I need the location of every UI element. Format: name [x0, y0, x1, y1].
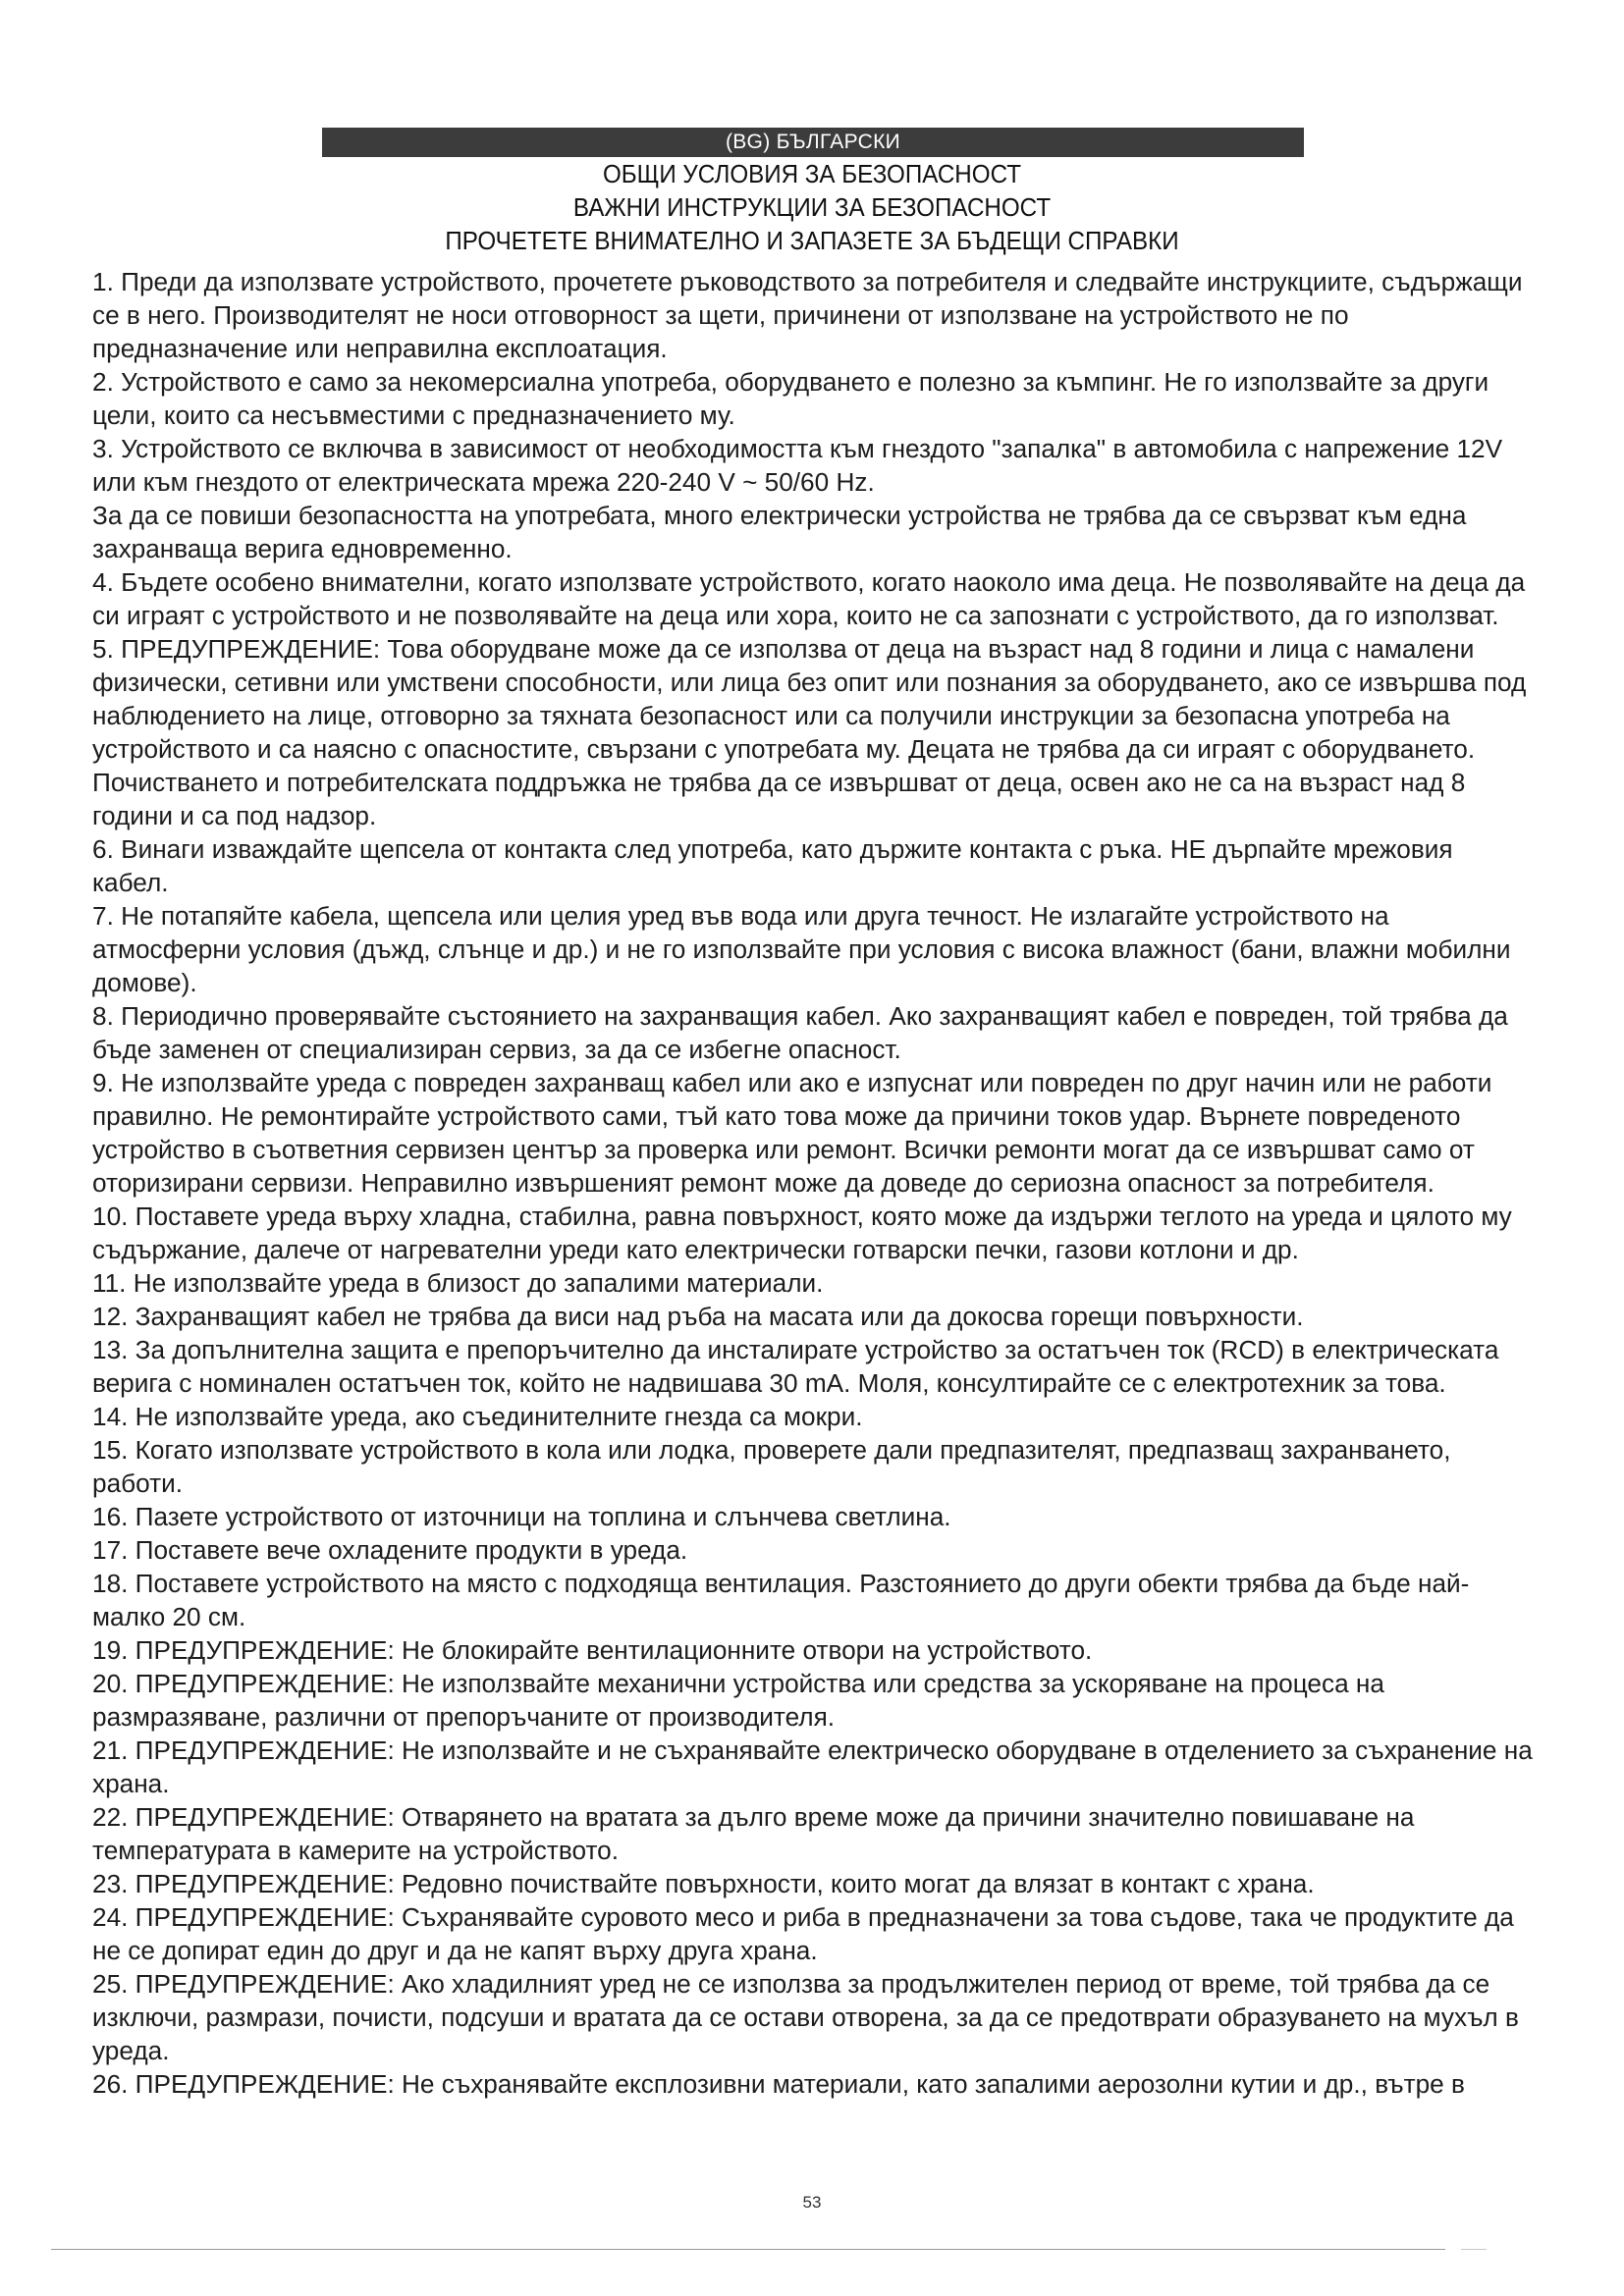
instruction-item: 1. Преди да използвате устройството, прочетете ръководството за потребителя и следвайте инструкциите, съдържащи се в него. Производителят не носи отговорност за щети, причинени от използване на устройството не по предназначение или неправилна експлоатация. — [92, 267, 1523, 363]
instruction-item: 26. ПРЕДУПРЕЖДЕНИЕ: Не съхранявайте експлозивни материали, като запалими аерозолни кутии и др., вътре в — [92, 2069, 1465, 2099]
instruction-item: 19. ПРЕДУПРЕЖДЕНИЕ: Не блокирайте вентилационните отвори на устройството. — [92, 1635, 1093, 1665]
safety-instructions-body — [92, 265, 1536, 2101]
instruction-item: 23. ПРЕДУПРЕЖДЕНИЕ: Редовно почиствайте повърхности, които могат да влязат в контакт с храна. — [92, 1869, 1315, 1898]
footer-divider — [51, 2249, 1445, 2250]
instruction-item: 15. Когато използвате устройството в кола или лодка, проверете дали предпазителят, предпазващ захранването, работи. — [92, 1435, 1451, 1498]
instruction-item: 18. Поставете устройството на място с подходяща вентилация. Разстоянието до други обекти трябва да бъде най-малко 20 см. — [92, 1569, 1470, 1631]
instruction-item: 21. ПРЕДУПРЕЖДЕНИЕ: Не използвайте и не съхранявайте електрическо оборудване в отделението за съхранение на храна. — [92, 1735, 1533, 1798]
instruction-item: 5. ПРЕДУПРЕЖДЕНИЕ: Това оборудване може да се използва от деца на възраст над 8 години и лица с намалени физически, сетивни или умствени способности, или лица без опит или познания за оборудването, ако се извършва под наблюдението на лице, отговорно за тяхната безопасност или са получили инструкции за безопасна употреба на устройството и са наясно с опасностите, свързани с употребата му. Децата не трябва да си играят с оборудването. Почистването и потребителската поддръжка не трябва да се извършват от деца, освен ако не са на възраст над 8 години и са под надзор. — [92, 634, 1527, 830]
instruction-item: За да се повиши безопасността на употребата, много електрически устройства не трябва да се свързват към една захранваща верига едновременно. — [92, 501, 1467, 563]
title-important-instructions: ВАЖНИ ИНСТРУКЦИИ ЗА БЕЗОПАСНОСТ — [572, 192, 1052, 222]
title-general-safety: ОБЩИ УСЛОВИЯ ЗА БЕЗОПАСНОСТ — [602, 159, 1022, 188]
title-read-carefully: ПРОЧЕТЕТЕ ВНИМАТЕЛНО И ЗАПАЗЕТЕ ЗА БЪДЕЩИ СПРАВКИ — [445, 226, 1179, 255]
language-header-bar: (BG) БЪЛГАРСКИ — [322, 128, 1304, 157]
title-block — [0, 157, 1624, 257]
instruction-item: 14. Не използвайте уреда, ако съединителните гнезда са мокри. — [92, 1402, 863, 1431]
instruction-item: 20. ПРЕДУПРЕЖДЕНИЕ: Не използвайте механични устройства или средства за ускоряване на процеса на размразяване, различни от препоръчаните от производителя. — [92, 1669, 1384, 1732]
instruction-item: 3. Устройството се включва в зависимост от необходимостта към гнездото "запалка" в автомобила с напрежение 12V или към гнездото от електрическата мрежа 220-240 V ~ 50/60 Hz. — [92, 434, 1503, 497]
instruction-item: 7. Не потапяйте кабела, щепсела или целия уред във вода или друга течност. Не излагайте устройството на атмосферни условия (дъжд, слънце и др.) и не го използвайте при условия с висока влажност (бани, влажни мобилни домове). — [92, 901, 1511, 997]
instruction-item: 11. Не използвайте уреда в близост до запалими материали. — [92, 1268, 824, 1298]
instruction-item: 4. Бъдете особено внимателни, когато използвате устройството, когато наоколо има деца. Не позволявайте на деца да си играят с устройството и не позволявайте на деца или хора, които не са запознати с устройството, да го използват. — [92, 567, 1526, 630]
instruction-item: 6. Винаги изваждайте щепсела от контакта след употреба, като държите контакта с ръка. НЕ дърпайте мрежовия кабел. — [92, 834, 1453, 897]
footer-divider-tail — [1461, 2249, 1487, 2250]
instruction-item: 24. ПРЕДУПРЕЖДЕНИЕ: Съхранявайте суровото месо и риба в предназначени за това съдове, така че продуктите да не се допират един до друг и да не капят върху друга храна. — [92, 1902, 1514, 1965]
page-number: 53 — [802, 2193, 822, 2212]
instruction-item: 10. Поставете уреда върху хладна, стабилна, равна повърхност, която може да издържи теглото на уреда и цялото му съдържание, далече от нагревателни уреди като електрически готварски печки, газови котлони и др. — [92, 1201, 1512, 1264]
instruction-item: 13. За допълнителна защита е препоръчително да инсталирате устройство за остатъчен ток (RCD) в електрическата верига с номинален остатъчен ток, който не надвишава 30 mA. Моля, консултирайте се с електротехник за това. — [92, 1335, 1499, 1398]
instruction-item: 8. Периодично проверявайте състоянието на захранващия кабел. Ако захранващият кабел е повреден, той трябва да бъде заменен от специализиран сервиз, за да се избегне опасност. — [92, 1001, 1508, 1064]
instruction-item: 16. Пазете устройството от източници на топлина и слънчева светлина. — [92, 1502, 951, 1531]
instruction-item: 2. Устройството е само за некомерсиална употреба, оборудването е полезно за къмпинг. Не го използвайте за други цели, които са несъвместими с предназначението му. — [92, 367, 1489, 430]
instruction-item: 9. Не използвайте уреда с повреден захранващ кабел или ако е изпуснат или повреден по друг начин или не работи правилно. Не ремонтирайте устройството сами, тъй като това може да причини токов удар. Върнете повреденото устройство в съответния сервизен център за проверка или ремонт. Всички ремонти могат да се извършват само от оторизирани сервизи. Неправилно извършеният ремонт може да доведе до сериозна опасност за потребителя. — [92, 1068, 1492, 1198]
instruction-item: 17. Поставете вече охладените продукти в уреда. — [92, 1535, 688, 1565]
instruction-item: 25. ПРЕДУПРЕЖДЕНИЕ: Ако хладилният уред не се използва за продължителен период от време, той трябва да се изключи, размрази, почисти, подсуши и вратата да се остави отворена, за да се предотврати образуването на мухъл в уреда. — [92, 1969, 1519, 2065]
instruction-item: 12. Захранващият кабел не трябва да виси над ръба на масата или да докосва горещи повърхности. — [92, 1302, 1304, 1331]
instruction-item: 22. ПРЕДУПРЕЖДЕНИЕ: Отварянето на вратата за дълго време може да причини значително повишаване на температурата в камерите на устройството. — [92, 1802, 1415, 1865]
